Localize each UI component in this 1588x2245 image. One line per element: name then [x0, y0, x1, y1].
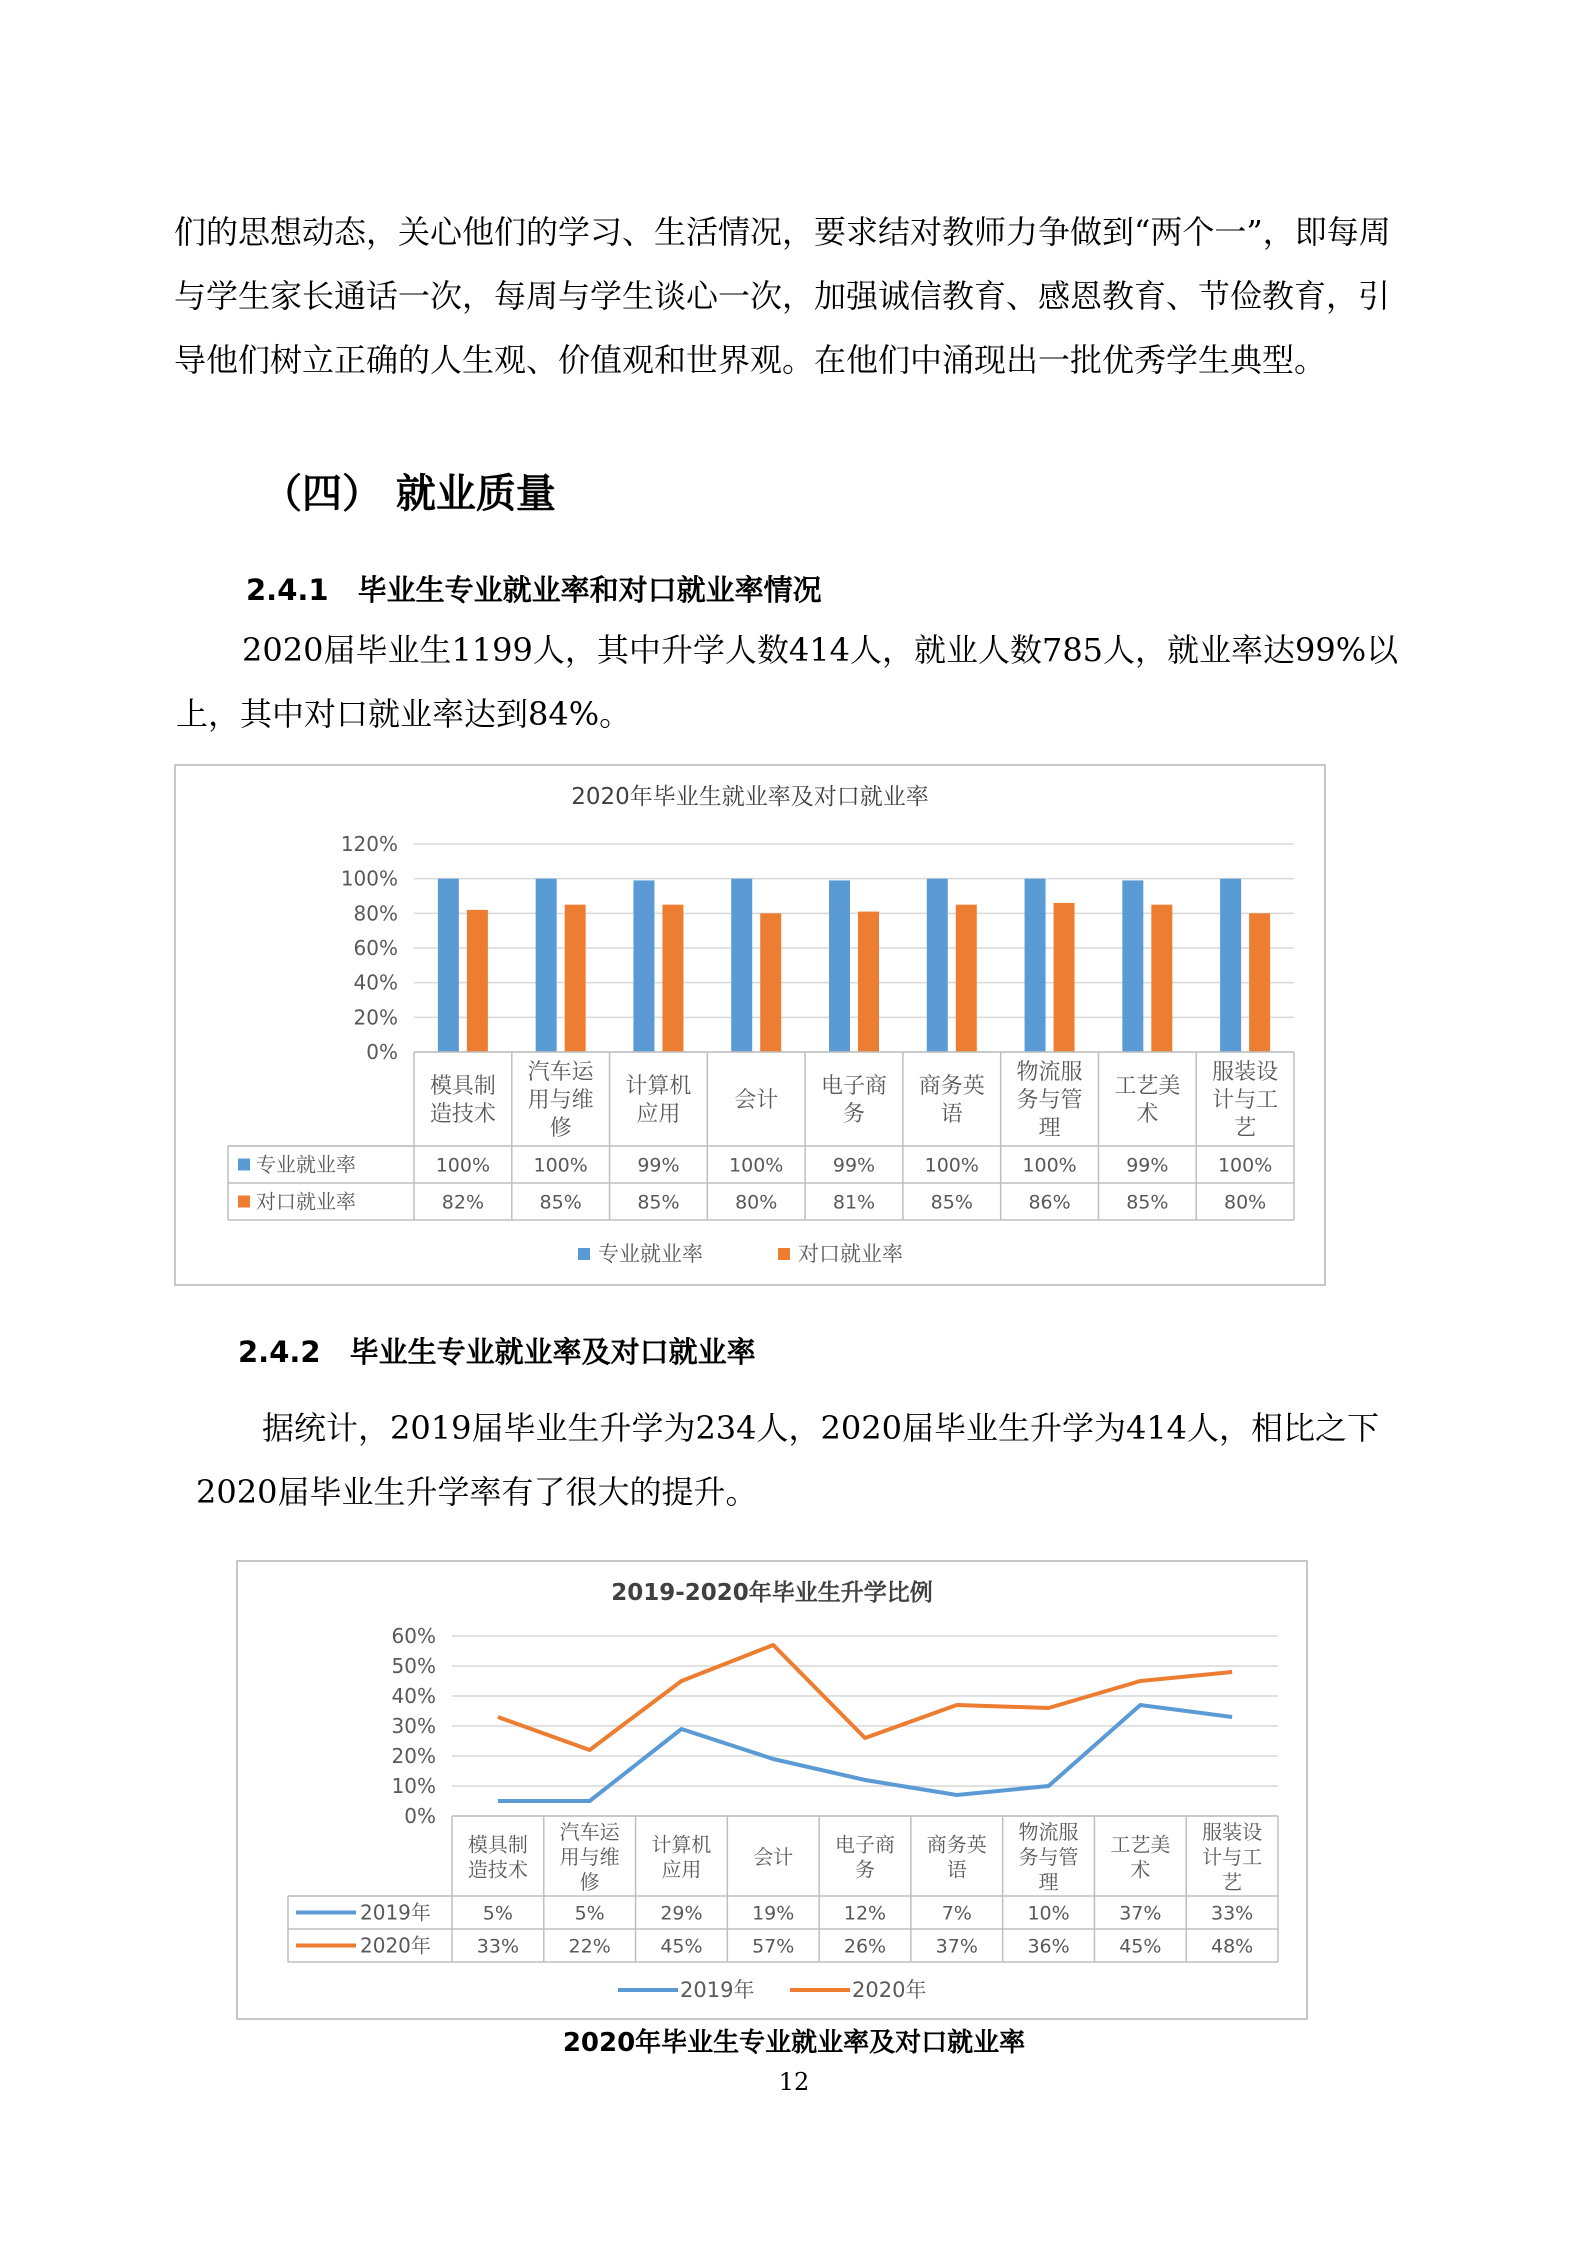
- data-label: 26%: [843, 1935, 887, 1958]
- y-tick-label: 80%: [353, 901, 398, 926]
- category-label: 会计: [734, 1088, 779, 1113]
- data-label: 19%: [752, 1902, 795, 1925]
- category-label: 物流服: [1016, 1060, 1083, 1085]
- data-label: 100%: [729, 1154, 784, 1177]
- data-label: 33%: [476, 1935, 520, 1958]
- y-tick-label: 30%: [391, 1714, 436, 1738]
- figure-caption: 2020年毕业生专业就业率及对口就业率: [562, 2028, 1026, 2058]
- bar-employment: [1025, 879, 1046, 1052]
- legend-key: [778, 1248, 790, 1260]
- bar-matched: [1249, 913, 1270, 1052]
- category-label: 理: [1038, 1116, 1061, 1141]
- data-label: 7%: [941, 1902, 972, 1925]
- data-label: 45%: [1119, 1935, 1162, 1958]
- data-label: 37%: [1119, 1902, 1162, 1925]
- category-label: 模具制: [467, 1832, 528, 1857]
- data-label: 22%: [568, 1935, 611, 1958]
- bar-matched: [662, 905, 683, 1052]
- bar-matched: [858, 912, 879, 1052]
- y-tick-label: 120%: [340, 832, 398, 856]
- bar-matched: [760, 913, 781, 1052]
- paragraph-3: 据统计，2019届毕业生升学为234人，2020届毕业生升学为414人，相比之下2020届毕业生升学率有了很大的提升。: [196, 1409, 1380, 1511]
- data-label: 36%: [1027, 1935, 1070, 1958]
- further-study-chart-svg: [238, 1562, 1306, 2018]
- legend-key: [238, 1196, 250, 1208]
- legend: [618, 1978, 926, 2002]
- bar-matched: [1054, 903, 1075, 1052]
- y-tick-label: 50%: [391, 1654, 436, 1678]
- bar-employment: [1122, 880, 1143, 1052]
- bar-matched: [1151, 905, 1172, 1052]
- data-label: 5%: [574, 1902, 605, 1925]
- data-label: 85%: [637, 1191, 680, 1214]
- category-label: 商务英: [926, 1832, 987, 1857]
- bar-matched: [467, 910, 488, 1052]
- category-label: 计与工: [1202, 1845, 1263, 1869]
- category-label: 务与管: [1018, 1845, 1079, 1869]
- legend-label: 对口就业率: [798, 1242, 903, 1266]
- series-name: 对口就业率: [256, 1189, 356, 1214]
- bar-matched: [565, 905, 586, 1052]
- data-label: 33%: [1210, 1902, 1254, 1925]
- category-label: 造技术: [467, 1857, 528, 1882]
- data-label: 80%: [735, 1191, 778, 1214]
- paragraph-1: 们的思想动态，关心他们的学习、生活情况，要求结对教师力争做到“两个一”，即每周与学生家长通话一次，每周与学生谈心一次，加强诚信教育、感恩教育、节俭教育，引导他们树立正确的人生观、价值观和世界观。在他们中涌现出一批优秀学生典型。: [174, 213, 1391, 379]
- chart-title: 2019-2020年毕业生升学比例: [611, 1580, 933, 1606]
- category-label: 用与维: [527, 1088, 594, 1113]
- category-label: 务与管: [1016, 1088, 1083, 1113]
- category-label: 汽车运: [527, 1060, 594, 1085]
- legend: [578, 1242, 903, 1266]
- category-label: 术: [1130, 1857, 1151, 1882]
- employment-rate-chart: [174, 764, 1326, 1286]
- data-label: 100%: [533, 1154, 588, 1177]
- category-label: 语: [940, 1102, 963, 1127]
- category-label: 商务英: [918, 1074, 985, 1099]
- y-tick-label: 0%: [404, 1804, 436, 1828]
- data-table: [288, 1816, 1278, 1962]
- data-label: 57%: [752, 1935, 795, 1958]
- category-label: 计与工: [1212, 1088, 1279, 1113]
- series-name: 2020年: [360, 1933, 431, 1958]
- chart-title: 2020年毕业生就业率及对口就业率: [571, 784, 929, 810]
- category-label: 修: [579, 1870, 600, 1894]
- data-label: 29%: [660, 1902, 703, 1925]
- category-label: 务: [855, 1857, 875, 1882]
- category-label: 汽车运: [559, 1820, 620, 1844]
- category-label: 电子商: [835, 1832, 895, 1857]
- category-label: 服装设: [1202, 1820, 1263, 1844]
- subsection-heading-1: 2.4.1 毕业生专业就业率和对口就业率情况: [246, 573, 822, 607]
- y-tick-label: 40%: [353, 970, 398, 995]
- category-label: 会计: [753, 1845, 794, 1869]
- category-label: 物流服: [1018, 1820, 1079, 1844]
- y-tick-label: 20%: [353, 1005, 398, 1030]
- category-label: 模具制: [429, 1074, 496, 1099]
- y-tick-label: 20%: [391, 1744, 436, 1768]
- data-label: 100%: [1022, 1154, 1077, 1177]
- data-label: 81%: [832, 1191, 876, 1214]
- employment-rate-chart-svg: [176, 766, 1324, 1284]
- category-label: 理: [1038, 1870, 1059, 1894]
- category-label: 艺: [1222, 1870, 1243, 1894]
- series-name: 专业就业率: [256, 1152, 356, 1177]
- data-label: 85%: [930, 1191, 973, 1214]
- category-label: 务: [842, 1102, 866, 1127]
- y-tick-label: 60%: [391, 1624, 436, 1648]
- legend-label: 2019年: [680, 1978, 755, 2002]
- legend-label: 专业就业率: [598, 1242, 703, 1266]
- data-label: 100%: [435, 1154, 491, 1177]
- legend-key: [238, 1159, 250, 1171]
- data-label: 100%: [1217, 1154, 1273, 1177]
- data-label: 48%: [1210, 1935, 1254, 1958]
- data-table: [228, 1052, 1294, 1220]
- bar-employment: [536, 879, 557, 1052]
- category-label: 用与维: [559, 1845, 620, 1869]
- bar-employment: [633, 880, 654, 1052]
- bar-employment: [1220, 879, 1241, 1052]
- data-label: 100%: [924, 1154, 979, 1177]
- data-label: 80%: [1223, 1191, 1267, 1214]
- y-tick-label: 60%: [353, 936, 398, 960]
- series-line-2020年: [498, 1645, 1232, 1750]
- data-label: 85%: [539, 1191, 582, 1214]
- further-study-chart: [236, 1560, 1308, 2020]
- data-label: 37%: [935, 1935, 978, 1958]
- y-tick-label: 10%: [391, 1774, 436, 1798]
- category-label: 语: [946, 1857, 967, 1882]
- paragraph-2: 2020届毕业生1199人，其中升学人数414人，就业人数785人，就业率达99%以上，其中对口就业率达到84%。: [176, 631, 1399, 733]
- category-label: 应用: [661, 1857, 702, 1882]
- bar-employment: [829, 880, 850, 1052]
- y-tick-label: 100%: [340, 866, 398, 891]
- category-label: 计算机: [651, 1832, 712, 1857]
- category-label: 艺: [1234, 1116, 1257, 1141]
- data-label: 12%: [843, 1902, 887, 1925]
- category-label: 修: [549, 1116, 572, 1141]
- legend-label: 2020年: [852, 1978, 927, 2002]
- category-label: 工艺美: [1114, 1074, 1181, 1099]
- legend-key: [578, 1248, 590, 1260]
- data-label: 5%: [482, 1902, 513, 1925]
- category-label: 术: [1136, 1102, 1159, 1127]
- data-label: 82%: [441, 1191, 485, 1214]
- data-label: 85%: [1126, 1191, 1169, 1214]
- data-label: 86%: [1028, 1191, 1071, 1214]
- category-label: 应用: [636, 1102, 681, 1127]
- category-label: 造技术: [429, 1102, 496, 1127]
- data-label: 99%: [832, 1154, 876, 1177]
- category-label: 服装设: [1212, 1060, 1279, 1085]
- y-tick-label: 40%: [391, 1684, 436, 1708]
- section-heading: （四） 就业质量: [262, 470, 556, 517]
- y-tick-label: 0%: [366, 1040, 398, 1064]
- data-label: 99%: [1126, 1154, 1169, 1177]
- bar-matched: [956, 905, 977, 1052]
- page-number: 12: [778, 2068, 810, 2096]
- bar-employment: [731, 879, 752, 1052]
- category-label: 电子商: [820, 1074, 888, 1099]
- category-label: 计算机: [625, 1074, 692, 1099]
- data-label: 45%: [660, 1935, 703, 1958]
- data-label: 99%: [637, 1154, 680, 1177]
- series-name: 2019年: [360, 1900, 431, 1925]
- category-label: 工艺美: [1110, 1832, 1171, 1857]
- data-label: 10%: [1027, 1902, 1070, 1925]
- bar-employment: [927, 879, 948, 1052]
- subsection-heading-2: 2.4.2 毕业生专业就业率及对口就业率: [238, 1335, 756, 1369]
- bar-employment: [438, 879, 459, 1052]
